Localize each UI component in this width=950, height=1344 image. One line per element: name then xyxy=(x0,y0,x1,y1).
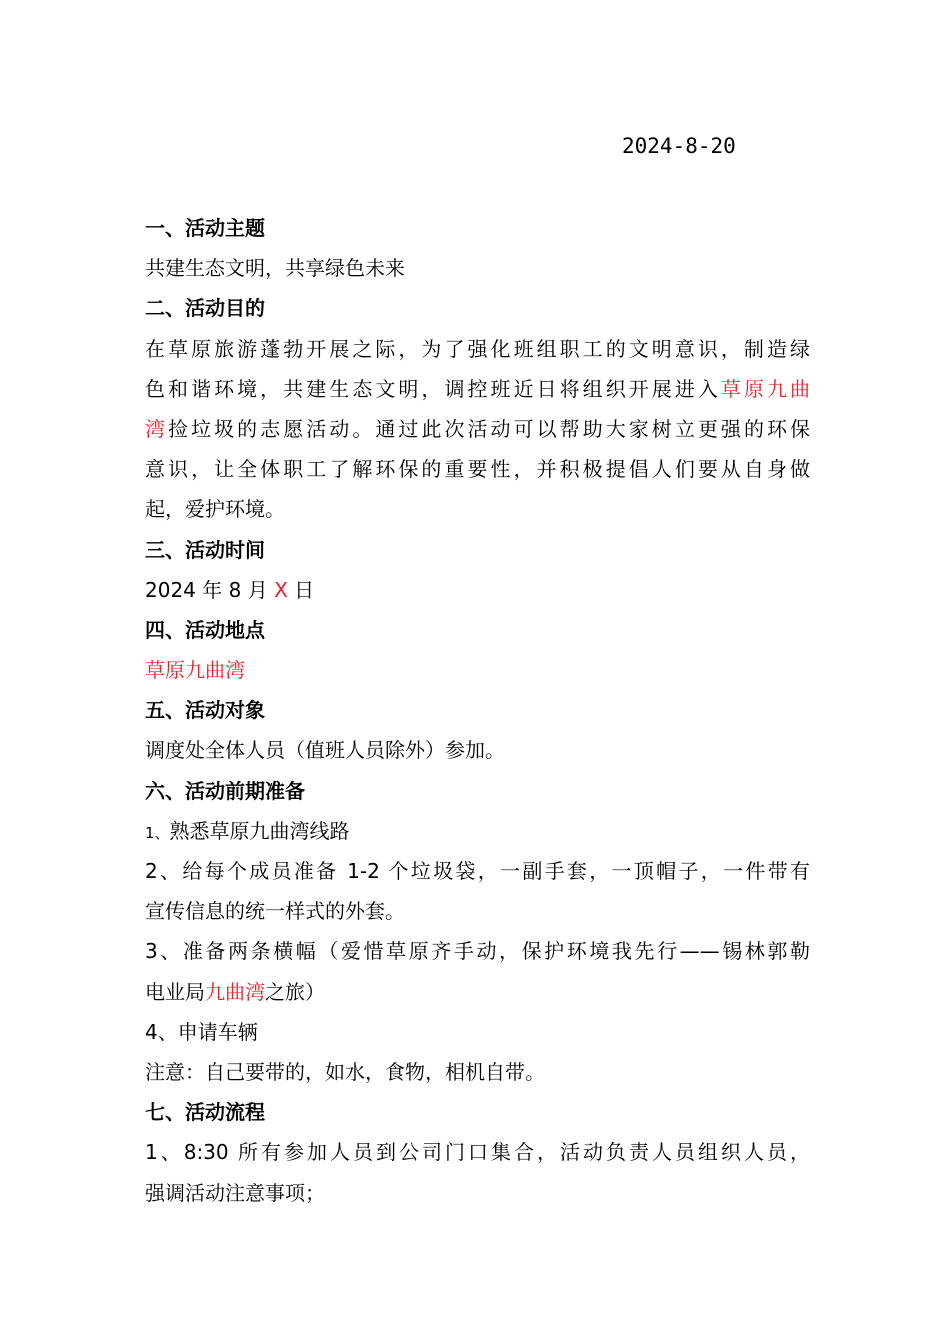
prep-item-text: 熟悉草原九曲湾线路 xyxy=(169,818,350,843)
section-heading-theme: 一、活动主题 xyxy=(145,216,265,240)
prep-item-4: 4、申请车辆 xyxy=(145,1019,258,1044)
purpose-line: 意识，让全体职工了解环保的重要性，并积极提倡人们要从自身做 xyxy=(145,457,810,482)
purpose-text: 捡垃圾的志愿活动。通过此次活动可以帮助大家树立更强的环保 xyxy=(168,416,811,441)
prep-note: 注意：自己要带的，如水，食物，相机自带。 xyxy=(145,1059,545,1084)
section-heading-location: 四、活动地点 xyxy=(145,617,265,642)
location-text: 草原九曲湾 xyxy=(145,658,245,683)
location-highlight: 湾 xyxy=(145,416,169,441)
time-text xyxy=(145,570,810,610)
process-step-1: 1、8:30 所有参加人员到公司门口集合，活动负责人员组织人员， xyxy=(145,1140,810,1165)
document-body xyxy=(145,208,810,1213)
prep-item-2: 2、给每个成员准备 1-2 个垃圾袋，一副手套，一顶帽子，一件带有 xyxy=(145,859,810,883)
time-suffix: 日 xyxy=(287,577,315,602)
purpose-text: 色和谐环境，共建生态文明，调控班近日将组织开展进入 xyxy=(145,376,721,401)
participants-text: 调度处全体人员（值班人员除外）参加。 xyxy=(145,738,505,763)
purpose-line: 在草原旅游蓬勃开展之际，为了强化班组职工的文明意识，制造绿 xyxy=(145,336,810,361)
location-highlight: 九曲湾 xyxy=(205,979,265,1004)
section-heading-participants: 五、活动对象 xyxy=(145,698,265,723)
prep-item-number: 1、 xyxy=(145,823,170,842)
purpose-line: 起，爱护环境。 xyxy=(145,497,285,522)
purpose-line xyxy=(145,369,810,409)
section-heading-time: 三、活动时间 xyxy=(145,537,265,562)
prep-item-3: 3、准备两条横幅（爱惜草原齐手动，保护环境我先行——锡林郭勒 xyxy=(145,939,810,964)
section-heading-purpose: 二、活动目的 xyxy=(145,296,265,321)
process-step-1-cont: 强调活动注意事项； xyxy=(145,1180,325,1205)
purpose-line xyxy=(145,409,810,449)
document-date: 2024-8-20 xyxy=(622,134,736,158)
prep-item-text: 电业局 xyxy=(145,979,205,1004)
section-heading-preparation: 六、活动前期准备 xyxy=(145,778,305,803)
theme-text: 共建生态文明，共享绿色未来 xyxy=(145,256,405,281)
time-placeholder: X xyxy=(274,577,288,602)
prep-item-3-cont xyxy=(145,972,810,1012)
section-heading-process: 七、活动流程 xyxy=(145,1100,265,1125)
prep-item-text: 之旅） xyxy=(265,979,325,1004)
prep-item-2-cont: 宣传信息的统一样式的外套。 xyxy=(145,899,405,924)
location-highlight: 草原九曲 xyxy=(720,376,811,401)
time-prefix: 2024 年 8 月 xyxy=(145,577,275,602)
prep-item-1 xyxy=(145,811,810,851)
